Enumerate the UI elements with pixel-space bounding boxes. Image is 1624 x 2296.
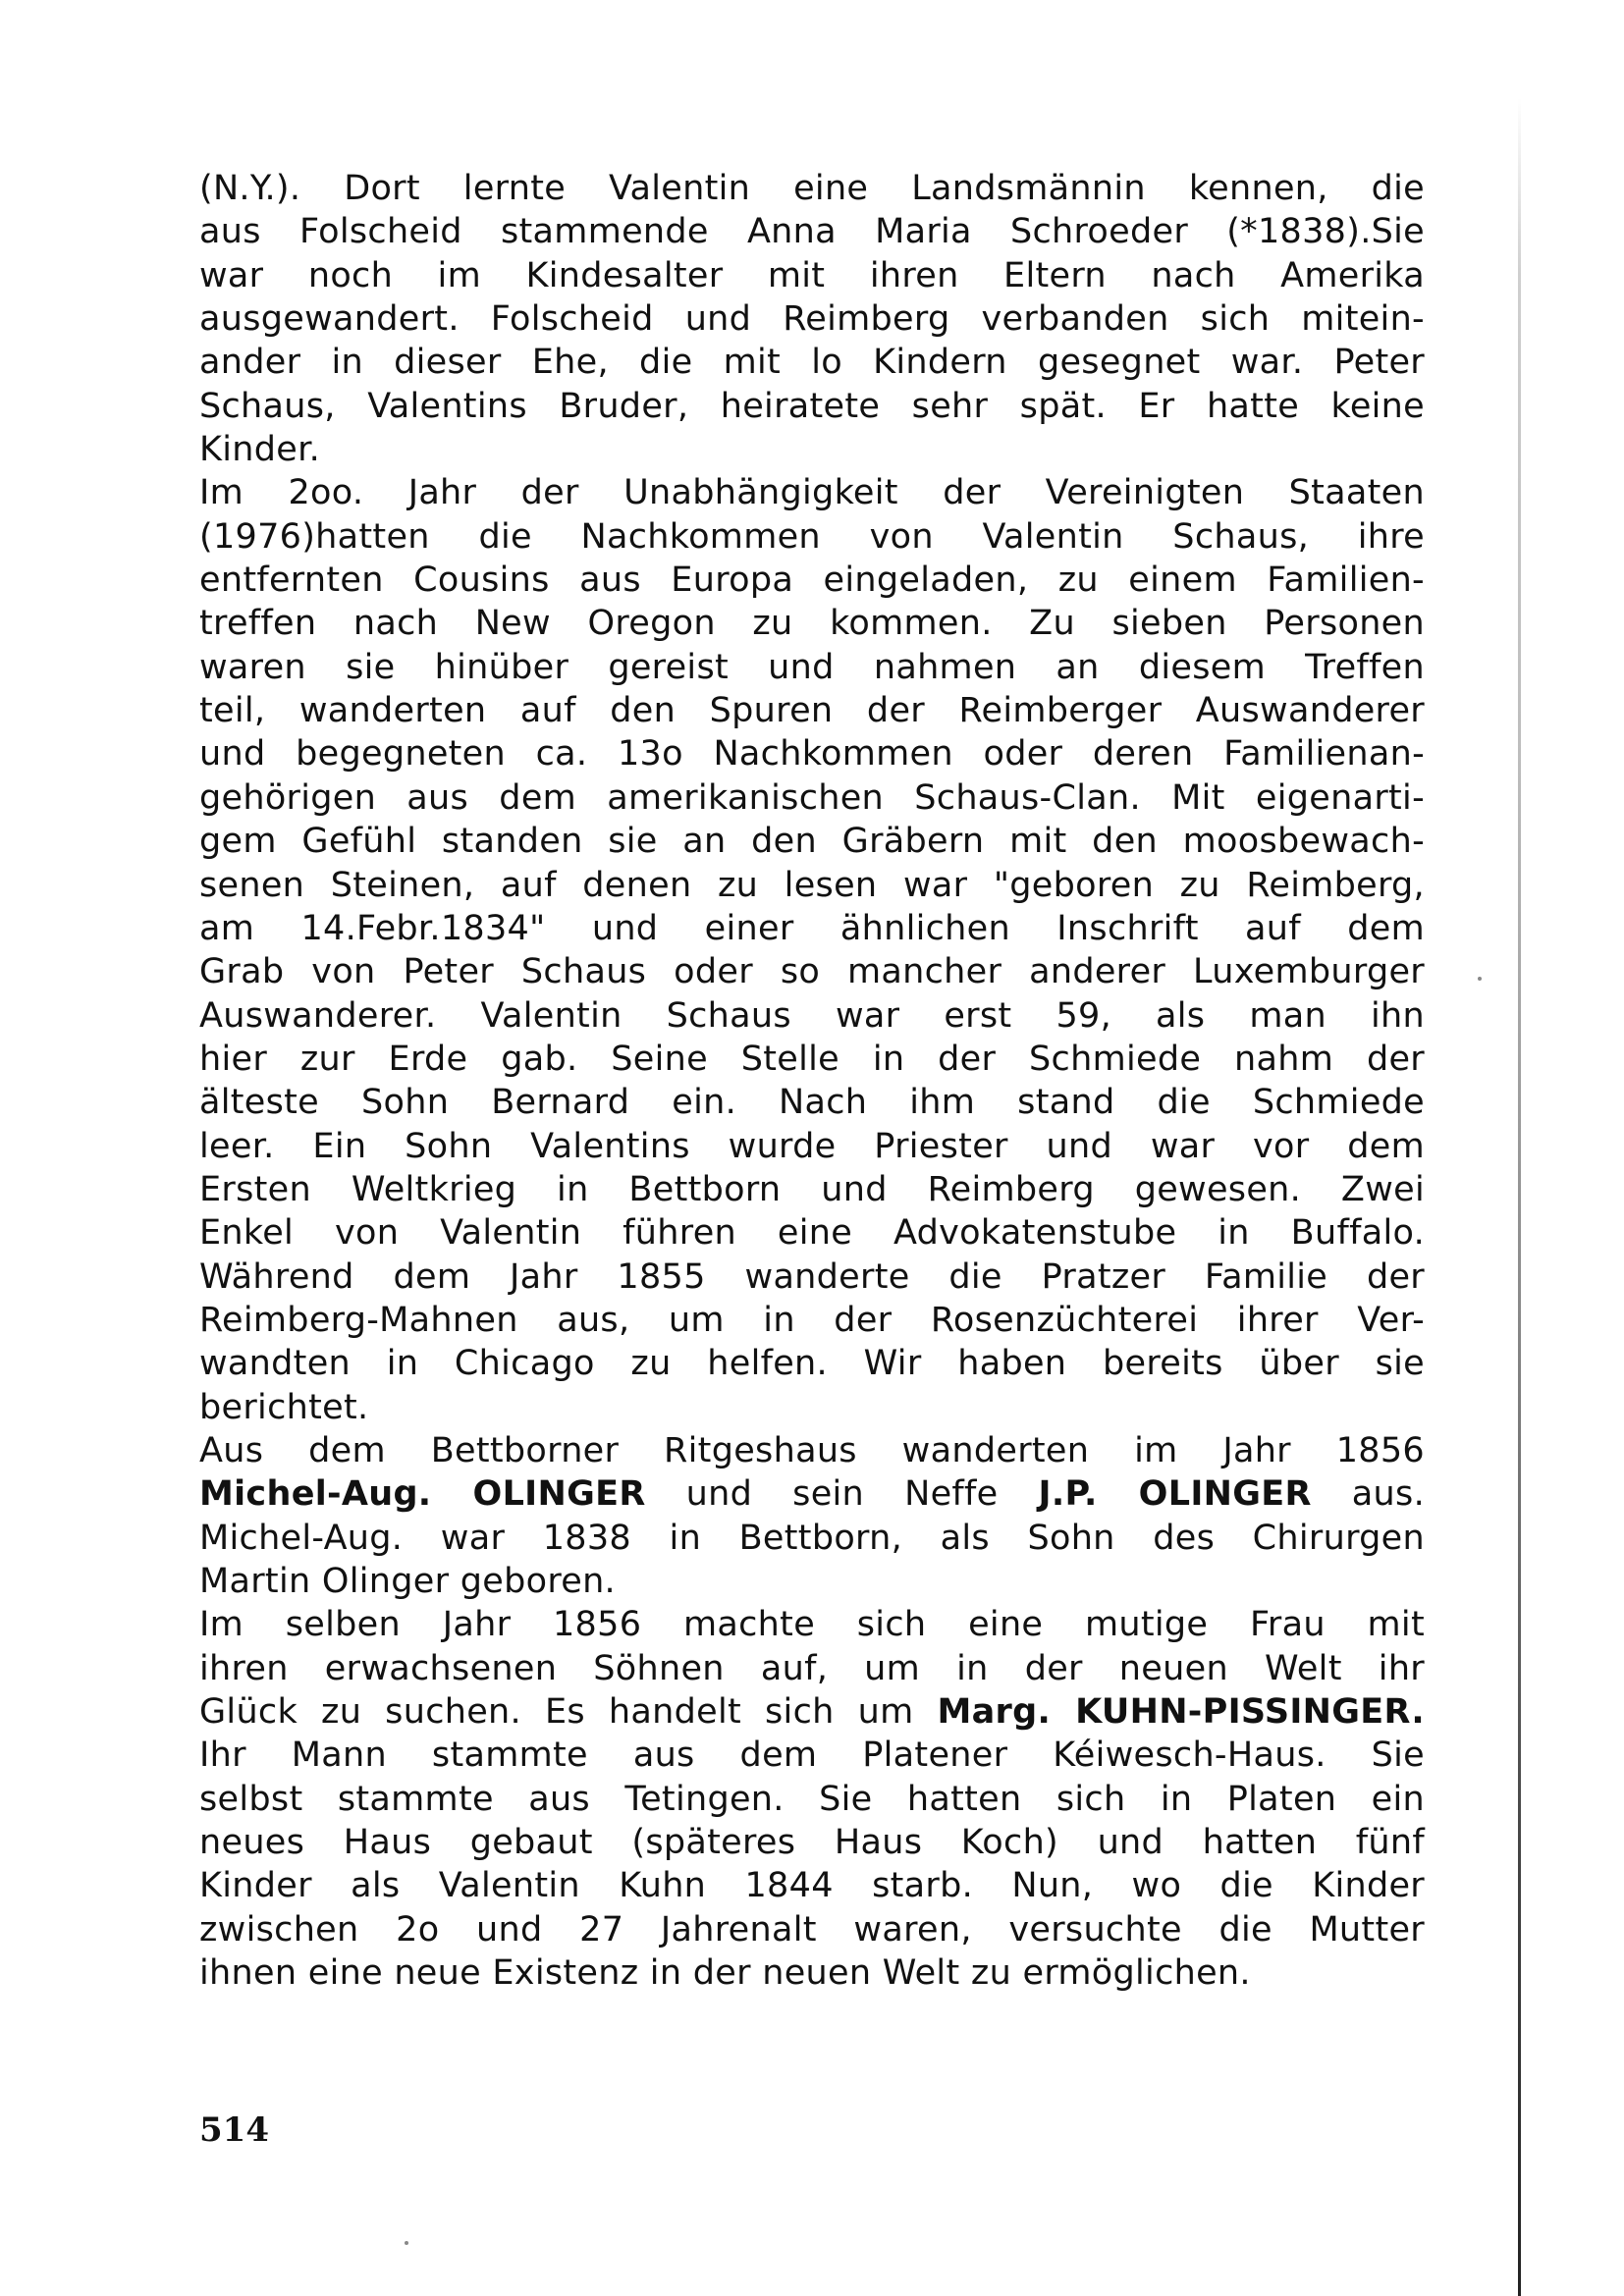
text-line: (N.Y.). Dort lernte Valentin eine Landsmännin kennen, die: [199, 169, 1425, 208]
text-line: neues Haus gebaut (späteres Haus Koch) und hatten fünf: [199, 1823, 1425, 1863]
text-line: hier zur Erde gab. Seine Stelle in der Schmiede nahm der: [199, 1039, 1425, 1079]
text-line: Michel-Aug. war 1838 in Bettborn, als Sohn des Chirurgen: [199, 1518, 1425, 1558]
text-line: Reimberg-Mahnen aus, um in der Rosenzüchterei ihrer Ver-: [199, 1300, 1425, 1340]
text-line: waren sie hinüber gereist und nahmen an diesem Treffen: [199, 647, 1425, 687]
text-line: wandten in Chicago zu helfen. Wir haben bereits über sie: [199, 1344, 1425, 1384]
text-line: und begegneten ca. 13o Nachkommen oder deren Familienan-: [199, 734, 1425, 774]
text-line: ihnen eine neue Existenz in der neuen Welt zu ermöglichen.: [199, 1953, 1251, 1994]
text-line: entfernten Cousins aus Europa eingeladen, zu einem Familien-: [199, 561, 1425, 601]
text-line: senen Steinen, auf denen zu lesen war "geboren zu Reimberg,: [199, 865, 1425, 905]
text-line: Ersten Weltkrieg in Bettborn und Reimberg gewesen. Zwei: [199, 1169, 1425, 1209]
binding-edge-shadow: [1518, 98, 1521, 2296]
text-line: Aus dem Bettborner Ritgeshaus wanderten im Jahr 1856: [199, 1430, 1425, 1470]
text-line: Enkel von Valentin führen eine Advokatenstube in Buffalo.: [199, 1213, 1425, 1254]
text-line: älteste Sohn Bernard ein. Nach ihm stand die Schmiede: [199, 1083, 1425, 1123]
text-line: ihren erwachsenen Söhnen auf, um in der neuen Welt ihr: [199, 1648, 1425, 1688]
text-line: gehörigen aus dem amerikanischen Schaus-Clan. Mit eigenarti-: [199, 777, 1425, 818]
text-line: teil, wanderten auf den Spuren der Reimberger Auswanderer: [199, 691, 1425, 731]
text-line: Auswanderer. Valentin Schaus war erst 59, als man ihn: [199, 995, 1425, 1036]
text-line: am 14.Febr.1834" und einer ähnlichen Inschrift auf dem: [199, 908, 1425, 948]
text-line: Im selben Jahr 1856 machte sich eine mutige Frau mit: [199, 1605, 1425, 1645]
bold-name: J.P. OLINGER: [1038, 1474, 1312, 1515]
text-line: ander in dieser Ehe, die mit lo Kindern gesegnet war. Peter: [199, 343, 1425, 383]
text-line: aus Folscheid stammende Anna Maria Schroeder (*1838).Sie: [199, 212, 1425, 252]
text-line: ausgewandert. Folscheid und Reimberg verbanden sich mitein-: [199, 299, 1425, 340]
text-line: treffen nach New Oregon zu kommen. Zu sieben Personen: [199, 604, 1425, 644]
text-line: war noch im Kindesalter mit ihren Eltern nach Amerika: [199, 255, 1425, 295]
text-line: Ihr Mann stammte aus dem Platener Kéiwesch-Haus. Sie: [199, 1735, 1425, 1776]
text-line: selbst stammte aus Tetingen. Sie hatten sich in Platen ein: [199, 1779, 1425, 1819]
text-line: Martin Olinger geboren.: [199, 1562, 616, 1601]
text-line: Im 2oo. Jahr der Unabhängigkeit der Vereinigten Staaten: [199, 473, 1425, 513]
text-line-with-bold: Michel-Aug. OLINGER und sein Neffe J.P. OLINGER aus.: [199, 1474, 1425, 1515]
text-line: Kinder als Valentin Kuhn 1844 starb. Nun, wo die Kinder: [199, 1866, 1425, 1906]
bold-name: Marg. KUHN-PISSINGER.: [937, 1692, 1425, 1733]
text-line: Grab von Peter Schaus oder so mancher anderer Luxemburger: [199, 952, 1425, 992]
body-text: [199, 167, 1425, 1995]
text-line: Schaus, Valentins Bruder, heiratete sehr spät. Er hatte keine: [199, 386, 1425, 426]
text-line: Während dem Jahr 1855 wanderte die Pratzer Familie der: [199, 1256, 1425, 1297]
text-line-with-bold: Glück zu suchen. Es handelt sich um Marg. KUHN-PISSINGER.: [199, 1692, 1425, 1733]
text-line: gem Gefühl standen sie an den Gräbern mit den moosbewach-: [199, 822, 1425, 862]
bold-name: Michel-Aug. OLINGER: [199, 1474, 646, 1515]
text-line: (1976)hatten die Nachkommen von Valentin Schaus, ihre: [199, 516, 1425, 557]
text-line: leer. Ein Sohn Valentins wurde Priester und war vor dem: [199, 1126, 1425, 1166]
text-line: zwischen 2o und 27 Jahrenalt waren, versuchte die Mutter: [199, 1909, 1425, 1949]
text-line: Kinder.: [199, 430, 321, 470]
text-line: berichtet.: [199, 1387, 369, 1427]
scan-speck: [405, 2241, 408, 2245]
scan-speck: [1478, 977, 1482, 981]
page-number: 514: [199, 2110, 269, 2150]
